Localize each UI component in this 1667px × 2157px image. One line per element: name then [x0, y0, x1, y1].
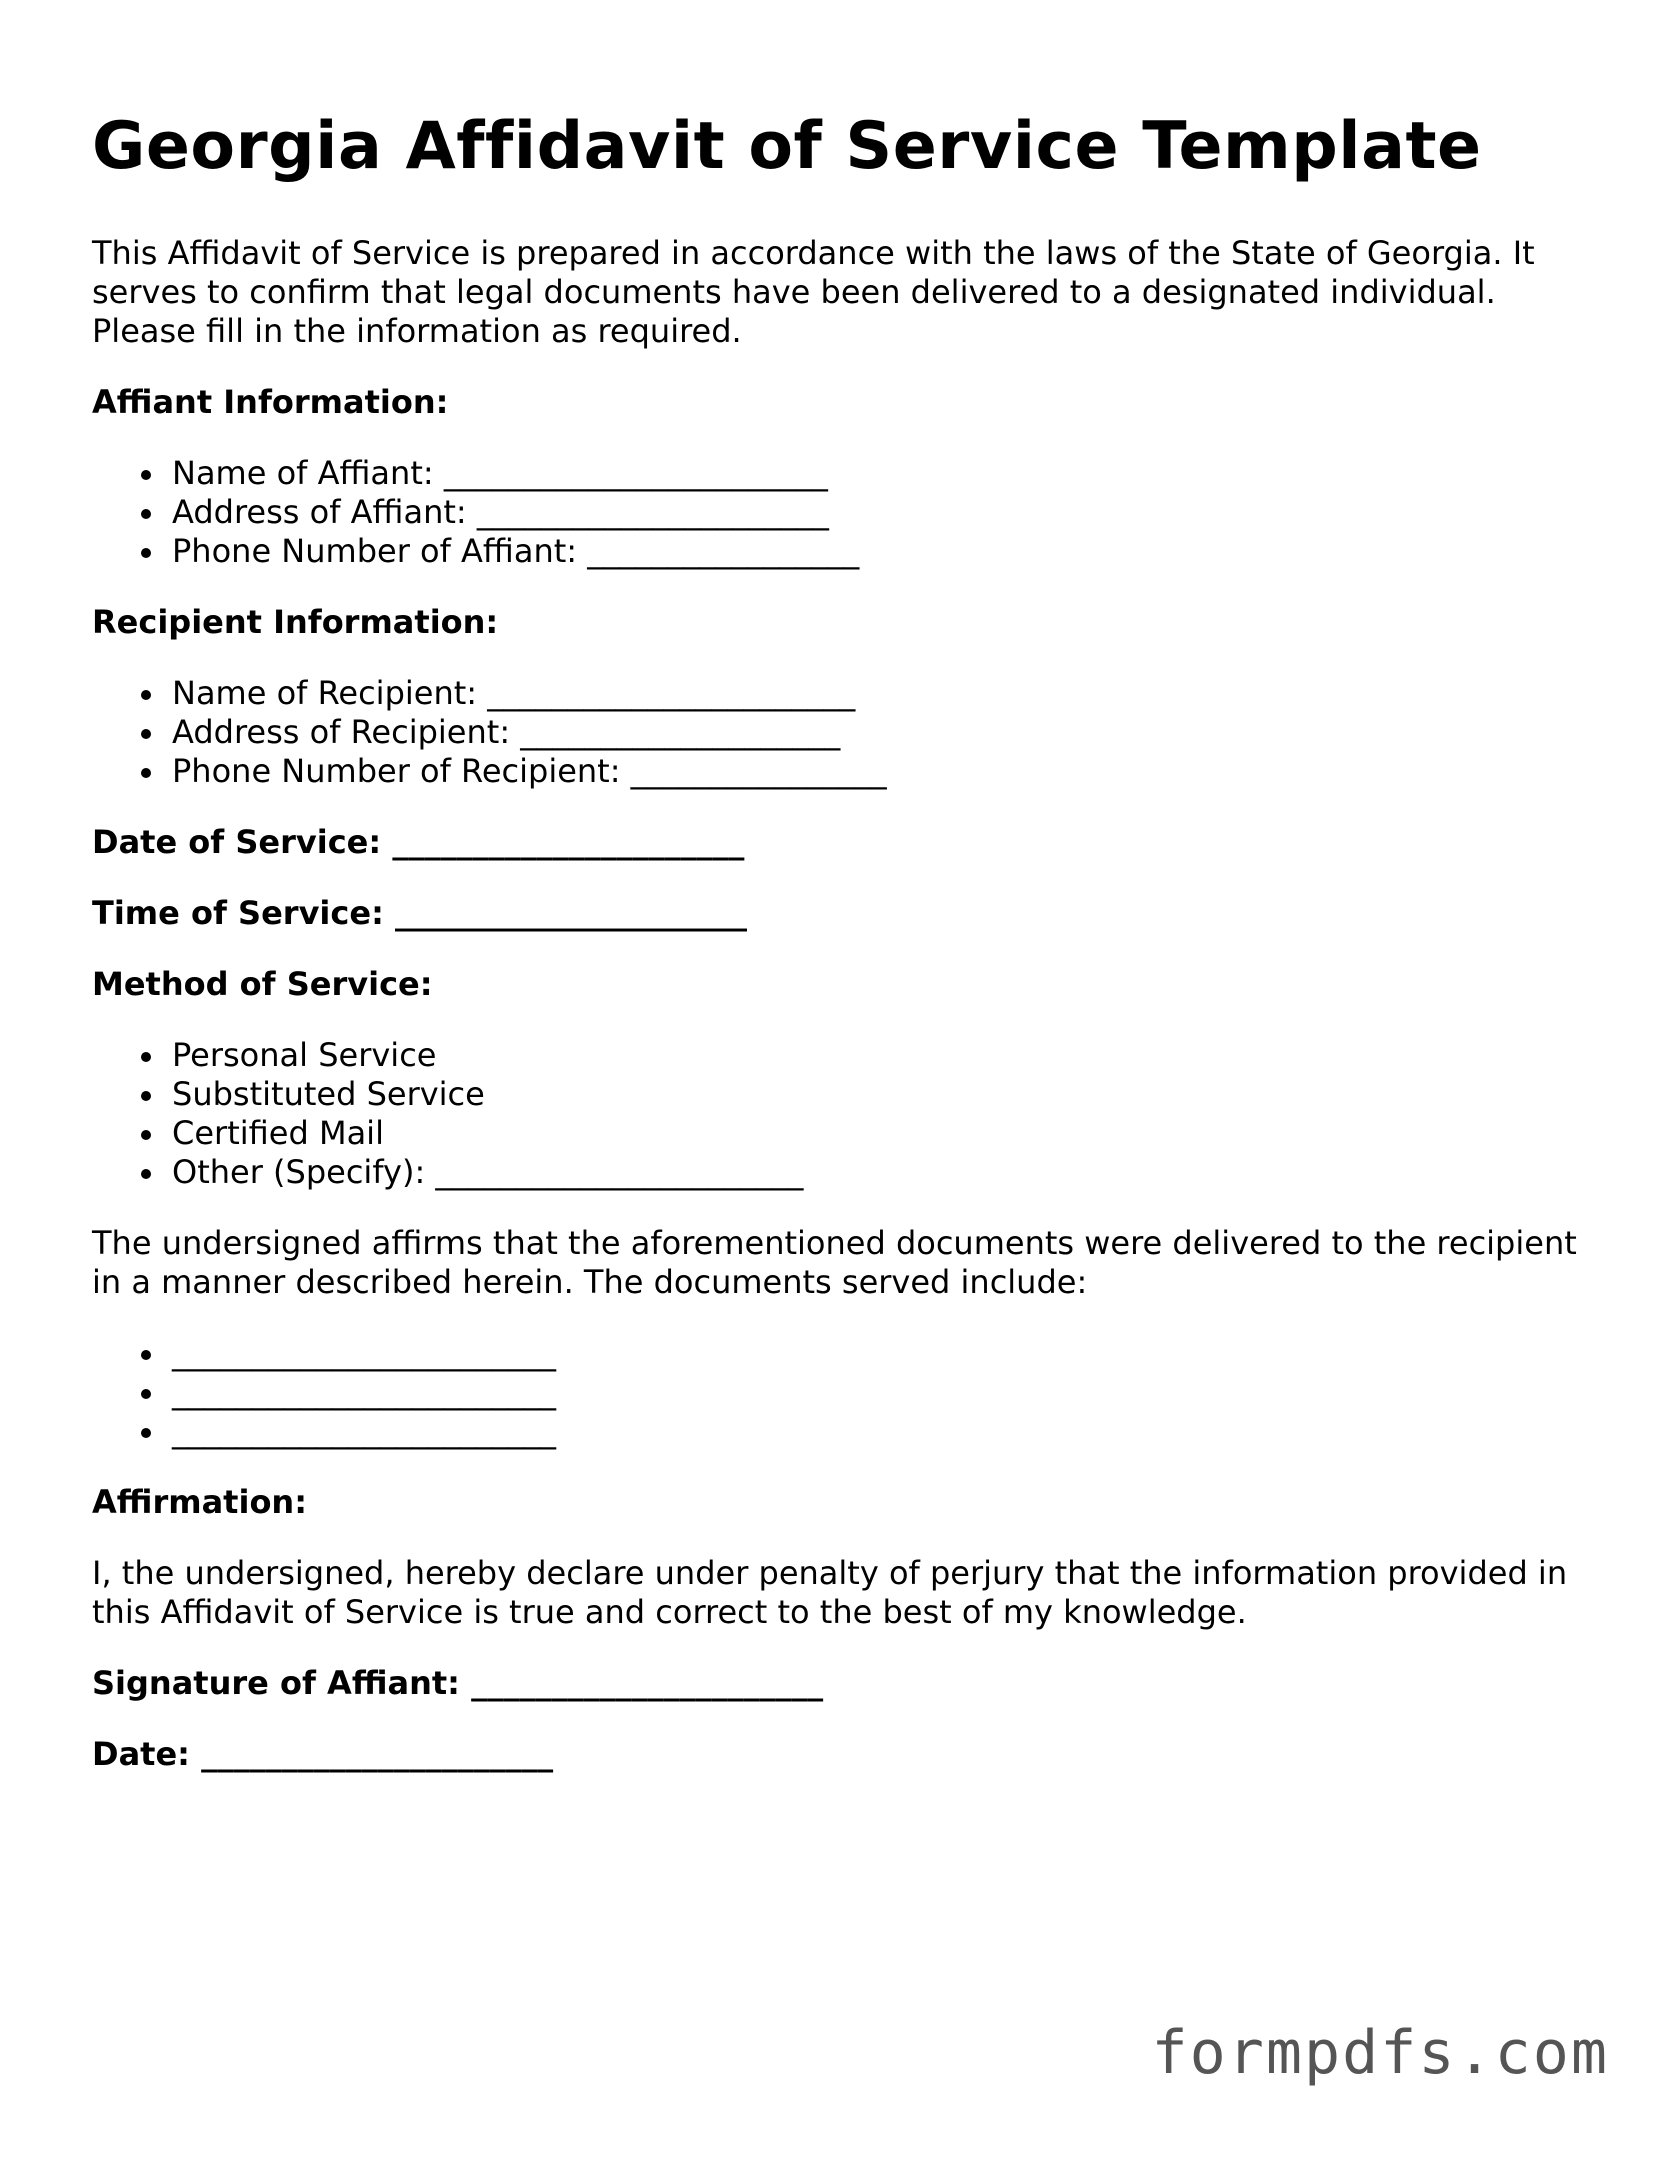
affirmation-text: I, the undersigned, hereby declare under penalty of perjury that the information provided in this Affidavit of Service is true and correct to the best of my knowledge. — [92, 1554, 1568, 1631]
recipient-name-field[interactable]: Name of Recipient: _______________________ — [172, 674, 1592, 713]
affiant-name-field[interactable]: Name of Affiant: ________________________ — [172, 454, 1592, 493]
recipient-phone-field[interactable]: Phone Number of Recipient: ________________ — [172, 752, 1592, 791]
date-of-service-field[interactable]: Date of Service: ______________________ — [92, 823, 745, 861]
method-list — [92, 1036, 1592, 1192]
method-certified-mail: Certified Mail — [172, 1114, 1592, 1153]
document-page — [92, 108, 1592, 1806]
method-heading: Method of Service: — [92, 965, 433, 1003]
affirmation-heading: Affirmation: — [92, 1483, 307, 1521]
affiant-heading: Affiant Information: — [92, 383, 449, 421]
documents-intro: The undersigned affirms that the aforementioned documents were delivered to the recipient in a manner described herein. The documents served include: — [92, 1224, 1577, 1301]
method-other-field[interactable]: Other (Specify): _______________________ — [172, 1153, 1592, 1192]
date-field[interactable]: Date: ______________________ — [92, 1735, 554, 1773]
document-field[interactable]: ________________________ — [172, 1412, 1592, 1451]
time-of-service-field[interactable]: Time of Service: ______________________ — [92, 894, 747, 932]
document-field[interactable]: ________________________ — [172, 1334, 1592, 1373]
document-field[interactable]: ________________________ — [172, 1373, 1592, 1412]
method-substituted-service: Substituted Service — [172, 1075, 1592, 1114]
signature-field[interactable]: Signature of Affiant: ______________________ — [92, 1664, 824, 1702]
method-personal-service: Personal Service — [172, 1036, 1592, 1075]
watermark-logo: formpdfs.com — [1151, 2018, 1609, 2088]
affiant-phone-field[interactable]: Phone Number of Affiant: _________________ — [172, 532, 1592, 571]
page-title: Georgia Affidavit of Service Template — [92, 109, 1482, 184]
recipient-list — [92, 674, 1592, 791]
recipient-address-field[interactable]: Address of Recipient: ____________________ — [172, 713, 1592, 752]
affiant-address-field[interactable]: Address of Affiant: ______________________ — [172, 493, 1592, 532]
affiant-list — [92, 454, 1592, 571]
intro-paragraph: This Affidavit of Service is prepared in accordance with the laws of the State of Georgia. It serves to confirm that legal documents have been delivered to a designated individual. Please fill in the information as required. — [92, 234, 1535, 350]
recipient-heading: Recipient Information: — [92, 603, 499, 641]
documents-list — [92, 1334, 1592, 1451]
